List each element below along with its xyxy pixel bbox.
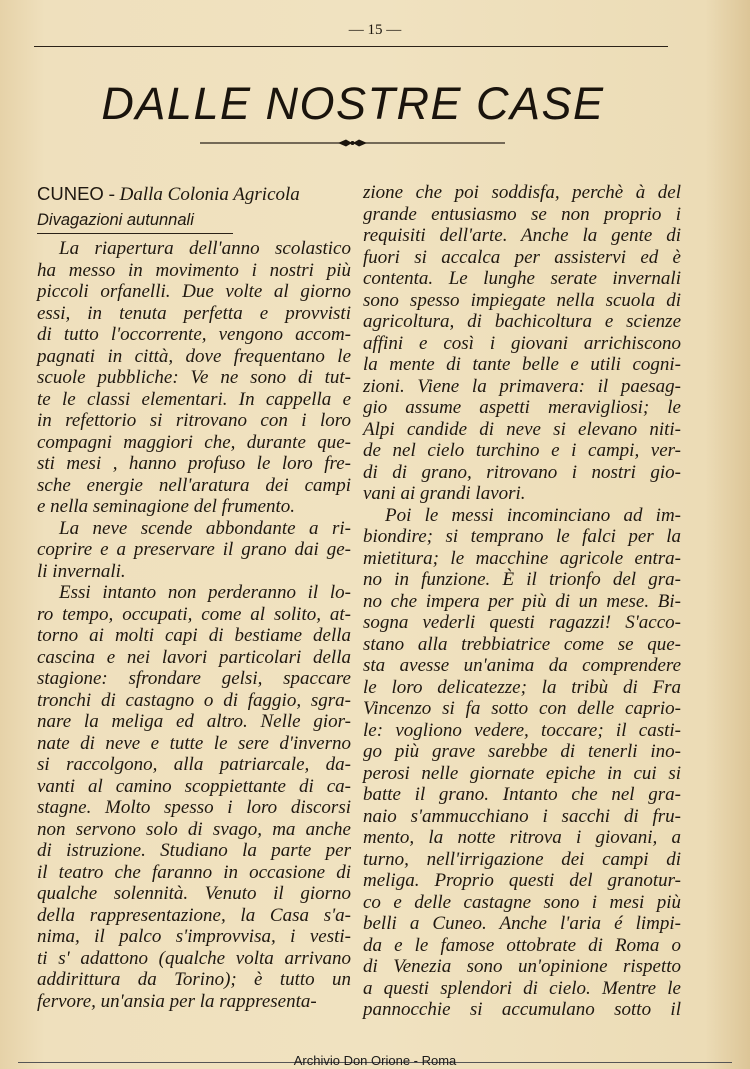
text-line: ti s' adattono (qualche volta arrivano: [37, 947, 351, 969]
text-line: vani ai grandi lavori.: [363, 483, 526, 504]
text-line: co e delle castagne sono i mesi più: [363, 891, 681, 913]
text-line: te le classi elementari. In cappella e: [37, 388, 351, 410]
text-line: pagnati in città, dove frequentano le: [37, 345, 351, 367]
text-line: Poi le messi incominciano ad im-: [385, 504, 681, 526]
text-line: si raccolgono, alla patriarcale, da-: [37, 754, 351, 775]
text-line: perosi nelle giornate epiche in cui si: [363, 762, 681, 784]
text-line: naio s'ammucchiano i sacchi di fru-: [363, 805, 681, 827]
text-line: turno, nell'irrigazione dei campi di: [363, 848, 681, 870]
text-line: sogna vederli questi ragazzi! S'acco-: [363, 612, 681, 633]
text-line: coprire e a preservare il grano dai ge-: [37, 539, 351, 560]
section-separator: -: [103, 184, 120, 205]
text-line: ro tempo, occupati, come al solito, at-: [37, 603, 351, 625]
text-line: stagione: sfrondare gelsi, spaccare: [37, 668, 351, 689]
text-line: di istruzione. Studiano la parte per: [37, 840, 351, 861]
text-line: sono spesso impiegate nella scuola di: [363, 289, 681, 311]
page-number: — 15 —: [348, 22, 402, 38]
text-line: requisiti dell'arte. Anche la gente di: [363, 225, 681, 246]
text-line: sti mesi , hanno profuso le loro fre-: [37, 453, 351, 474]
text-line: agricoltura, di bachicoltura e scienze: [363, 311, 681, 332]
left-column: [37, 182, 351, 1012]
text-line: fervore, un'ansia per la rappresenta-: [37, 990, 317, 1012]
text-line: no in funzione. È il trionfo del gra-: [363, 569, 681, 590]
text-line: qualche solennità. Venuto il giorno: [37, 883, 351, 904]
text-line: in refettorio si ritrovano con i loro: [37, 410, 351, 431]
left-column-text: [37, 238, 351, 1012]
text-line: nima, il palco s'improvvisa, i vesti-: [37, 926, 351, 947]
text-line: gio assume aspetti meravigliosi; le: [363, 397, 681, 418]
section-place: CUNEO: [37, 183, 104, 204]
text-line: Alpi candide di neve si elevano niti-: [363, 418, 681, 440]
header-rule: [34, 46, 668, 47]
text-line: tronchi di castagno o di faggio, sgra-: [37, 689, 351, 711]
text-line: de nel cielo turchino e i campi, ver-: [363, 440, 681, 461]
text-line: della rappresentazione, la Casa s'a-: [37, 904, 351, 926]
text-line: belli a Cuneo. Anche l'aria é limpi-: [363, 913, 681, 934]
section-institution: Dalla Colonia Agricola: [119, 184, 300, 205]
text-line: fuori si accalca per assistervi ed è: [363, 246, 681, 268]
text-line: da e le famose ottobrate di Roma o: [363, 934, 681, 956]
text-line: torno ai molti capi di bestiame della: [37, 625, 351, 646]
text-line: e nella seminagione del frumento.: [37, 496, 296, 517]
text-line: batte il grano. Intanto che nel gra-: [363, 784, 681, 805]
text-line: mento, la notte ritrova i giovani, a: [363, 827, 681, 848]
text-line: a questi splendori di cielo. Mentre le: [363, 977, 681, 999]
section-heading: [37, 182, 351, 207]
text-line: essi, in tenuta perfetta e provvisti: [37, 302, 351, 324]
text-line: grande entusiasmo se non proprio i: [363, 203, 681, 225]
page-title: DALLE NOSTRE CASE: [101, 78, 605, 129]
text-line: scuole pubbliche: Ve ne sono di tut-: [37, 367, 351, 388]
title-ornament: [200, 137, 505, 149]
text-line: di Venezia sono un'opinione rispetto: [363, 956, 681, 977]
archive-footer: Archivio Don Orione - Roma: [293, 1053, 457, 1068]
text-line: meliga. Proprio questi del granotur-: [363, 870, 681, 891]
text-line: piccoli orfanelli. Due volte al giorno: [37, 281, 351, 302]
text-line: li invernali.: [37, 560, 126, 582]
text-line: stagne. Molto spesso i loro discorsi: [37, 797, 351, 818]
text-line: vanti al camino scoppiettante di ca-: [37, 775, 351, 797]
text-line: cascina e nei lavori particolari della: [37, 646, 351, 668]
text-line: stano alla trebbiatrice come se que-: [363, 633, 681, 655]
text-line: zione che poi soddisfa, perchè à del: [363, 182, 681, 203]
text-line: sche energie nell'aratura dei campi: [37, 474, 351, 496]
text-line: compagni maggiori che, durante que-: [37, 431, 351, 453]
text-line: ha messo in movimento i nostri più: [37, 259, 351, 281]
text-line: nare la meliga ed altro. Nelle gior-: [37, 711, 351, 732]
text-line: zioni. Viene la primavera: il paesag-: [363, 375, 681, 397]
text-line: biondire; si temprano le falci per la: [363, 526, 681, 547]
text-line: le: vogliono vedere, toccare; il casti-: [363, 719, 681, 741]
text-line: sta avesse un'anima da comprendere: [363, 655, 681, 676]
text-line: le loro delicatezze; la tribù di Fra: [363, 676, 681, 698]
text-line: affini e così i giovani arrichiscono: [363, 332, 681, 354]
text-line: di di grano, ritrovano i nostri gio-: [363, 461, 681, 483]
text-line: contenta. Le lunghe serate invernali: [363, 268, 681, 289]
text-line: addirittura da Torino); è tutto un: [37, 969, 351, 990]
right-column-text: [363, 182, 681, 1021]
text-line: no che impera per più di un mese. Bi-: [363, 590, 681, 612]
text-line: Essi intanto non perderanno il lo-: [59, 582, 351, 603]
right-column: [363, 182, 681, 1021]
text-line: pannocchie si accumulano sotto il: [363, 999, 681, 1020]
text-line: il teatro che faranno in occasione di: [37, 861, 351, 883]
text-line: non servono solo di svago, ma anche: [37, 818, 351, 840]
text-line: go più grave sarebbe di tenerli ino-: [363, 741, 681, 762]
text-line: nate di neve e tutte le sere d'inverno: [37, 732, 351, 754]
text-line: di tutto l'occorrente, vengono accom-: [37, 324, 351, 345]
section-subtitle: Divagazioni autunnali: [37, 207, 233, 234]
text-line: la mente di tante belle e utili cogni-: [363, 354, 681, 375]
text-line: mietitura; le macchine agricole entra-: [363, 547, 681, 569]
text-line: La neve scende abbondante a ri-: [59, 517, 351, 539]
text-line: La riapertura dell'anno scolastico: [59, 238, 351, 259]
text-line: Vincenzo si fa sotto con delle caprio-: [363, 698, 681, 719]
